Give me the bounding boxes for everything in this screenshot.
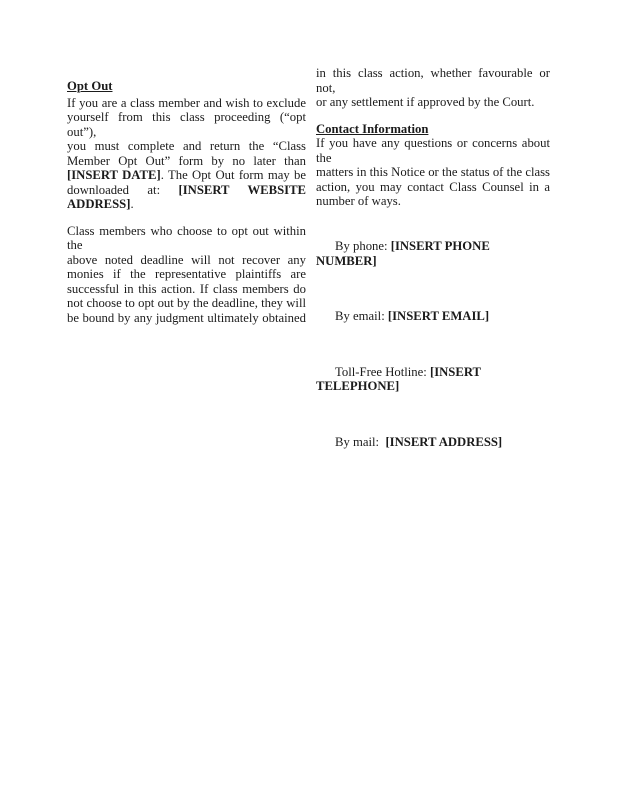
insert-placeholder: ADDRESS] xyxy=(67,197,131,211)
text-line xyxy=(67,96,306,111)
opt-out-heading: Opt Out xyxy=(67,79,113,93)
text-line xyxy=(316,95,550,110)
text-line xyxy=(316,165,550,180)
text-line xyxy=(67,296,306,311)
insert-placeholder: [INSERT WEBSITE xyxy=(178,182,306,197)
insert-placeholder: [INSERT DATE] xyxy=(67,168,161,182)
text-line xyxy=(67,183,306,198)
text-segment: . xyxy=(130,197,134,211)
text-segment: be bound by any judgment ultimately obtained xyxy=(67,310,306,325)
text-line xyxy=(67,311,306,326)
opt-out-paragraph-2 xyxy=(67,224,306,326)
text-segment: If you are a class member and wish to exclude xyxy=(67,95,306,110)
text-line xyxy=(67,282,306,297)
text-line xyxy=(67,168,306,183)
text-segment: If you have any questions or concerns about the xyxy=(316,136,550,165)
text-segment: in this class action, whether favourable or not, xyxy=(316,66,550,95)
text-segment: yourself from this class proceeding (“opt out”), xyxy=(67,110,306,139)
text-line xyxy=(67,267,306,282)
text-line xyxy=(67,154,306,169)
contact-label: By phone: xyxy=(335,239,391,253)
left-column xyxy=(67,66,306,325)
text-line xyxy=(67,253,306,268)
contact-information-heading: Contact Information xyxy=(316,121,429,136)
opt-out-paragraph-1 xyxy=(67,96,306,212)
text-segment: matters in this Notice or the status of the class xyxy=(316,165,550,179)
text-segment: or any settlement if approved by the Court. xyxy=(316,95,535,109)
text-segment: successful in this action. If class members do xyxy=(67,281,306,296)
text-line xyxy=(316,180,550,195)
text-line xyxy=(316,194,550,209)
text-line xyxy=(67,197,306,212)
text-segment: downloaded at: xyxy=(67,182,179,197)
text-line xyxy=(316,66,550,95)
insert-placeholder: [INSERT ADDRESS] xyxy=(385,434,503,449)
text-segment: you must complete and return the “Class xyxy=(67,139,306,153)
text-segment: Class members who choose to opt out within the xyxy=(67,223,306,252)
insert-placeholder: [INSERT PHONE NUMBER] xyxy=(316,239,493,268)
insert-placeholder: [INSERT TELEPHONE] xyxy=(316,364,484,393)
contact-line-email xyxy=(316,295,550,339)
continuation-paragraph xyxy=(316,66,550,110)
text-segment: number of ways. xyxy=(316,194,401,208)
contact-label: Toll-Free Hotline: xyxy=(335,364,430,379)
text-segment: above noted deadline will not recover any xyxy=(67,252,306,267)
text-line xyxy=(316,136,550,165)
contact-label: By mail: xyxy=(335,434,386,449)
text-segment: . The Opt Out form may be xyxy=(160,168,307,182)
text-line xyxy=(67,139,306,154)
text-line xyxy=(67,224,306,253)
contact-label: By email: xyxy=(335,309,388,323)
contact-line-hotline xyxy=(316,350,550,408)
contact-line-mail xyxy=(316,420,550,464)
text-segment: action, you may contact Class Counsel in a xyxy=(316,179,550,194)
contact-line-phone xyxy=(316,225,550,283)
text-segment: monies if the representative plaintiffs are xyxy=(67,267,306,281)
right-column xyxy=(316,66,550,464)
text-segment: not choose to opt out by the deadline, they will xyxy=(67,296,306,310)
text-line xyxy=(67,110,306,139)
text-segment: Member Opt Out” form by no later than xyxy=(67,153,306,168)
insert-placeholder: [INSERT EMAIL] xyxy=(387,309,490,323)
contact-intro-paragraph xyxy=(316,136,550,209)
